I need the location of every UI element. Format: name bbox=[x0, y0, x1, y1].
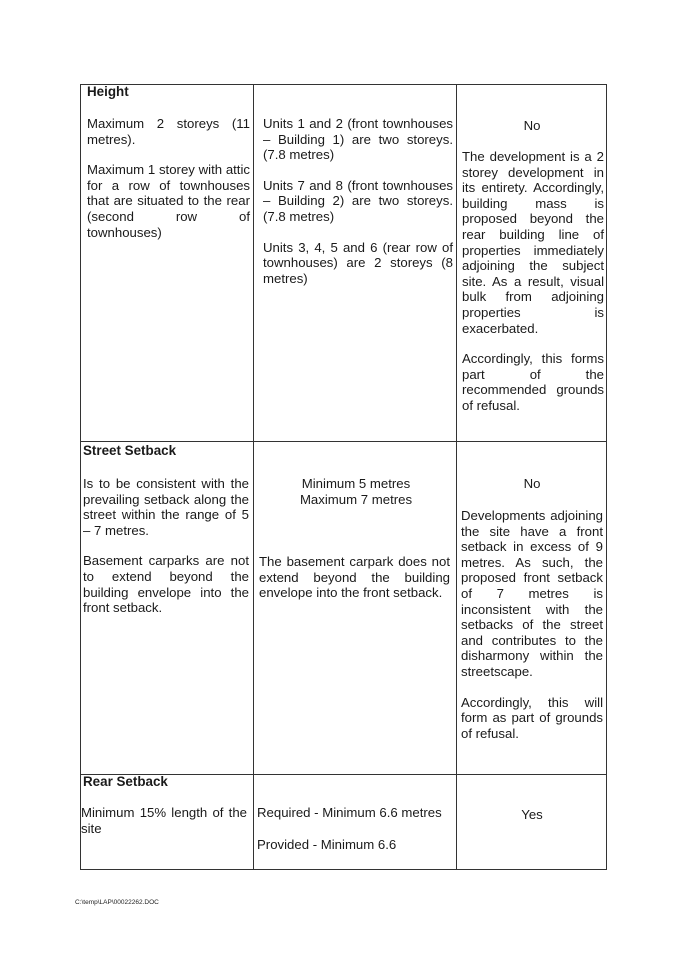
comment-text: Developments adjoining the site have a front setback in excess of 9 metres. As such, the proposed front setback of 7 metres is inconsistent with the setbacks of the street and contributes to the disharmony within the streetscape. bbox=[461, 508, 603, 679]
requirement-cell bbox=[87, 116, 250, 255]
comment-cell bbox=[462, 149, 604, 429]
comment-text: Accordingly, this will form as part of grounds of refusal. bbox=[461, 694, 603, 741]
proposal-range bbox=[258, 476, 454, 507]
proposal-text: Required - Minimum 6.6 metres bbox=[257, 805, 442, 820]
proposal-maximum: Maximum 7 metres bbox=[299, 491, 413, 507]
proposal-cell bbox=[257, 805, 448, 867]
proposal-text: The basement carpark does not extend beyond the building envelope into the front setback. bbox=[259, 554, 450, 601]
requirement-text: Maximum 1 storey with attic for a row of townhouses that are situated to the rear (second row of townhouses) bbox=[87, 162, 250, 240]
proposal-cell bbox=[259, 554, 450, 616]
compliance-value: Yes bbox=[521, 807, 543, 822]
compliance-value: No bbox=[523, 118, 541, 133]
comment-text: Accordingly, this forms part of the recommended grounds of refusal. bbox=[462, 351, 604, 413]
requirement-cell bbox=[83, 476, 249, 631]
section-heading: Height bbox=[87, 84, 129, 99]
proposal-text: Units 1 and 2 (front townhouses – Building 1) are two storeys. (7.8 metres) bbox=[263, 116, 453, 163]
section-heading: Rear Setback bbox=[83, 774, 168, 789]
proposal-minimum: Minimum 5 metres bbox=[301, 476, 411, 491]
table-border-bottom bbox=[80, 869, 607, 870]
proposal-cell bbox=[263, 116, 453, 301]
requirement-text: Maximum 2 storeys (11 metres). bbox=[87, 116, 250, 147]
column-divider bbox=[456, 84, 457, 870]
compliance-value: No bbox=[523, 476, 541, 491]
proposal-text: Units 7 and 8 (front townhouses – Building 2) are two storeys. (7.8 metres) bbox=[263, 177, 453, 224]
proposal-text: Provided - Minimum 6.6 bbox=[257, 836, 397, 852]
comment-cell bbox=[461, 508, 603, 756]
proposal-text: Units 3, 4, 5 and 6 (rear row of townhouses) are 2 storeys (8 metres) bbox=[263, 239, 453, 286]
compliance-table bbox=[80, 84, 607, 870]
requirement-text: Minimum 15% length of the site bbox=[81, 805, 247, 836]
row-divider bbox=[80, 441, 607, 442]
column-divider bbox=[80, 84, 81, 870]
requirement-text: Basement carparks are not to extend beyond the building envelope into the front setback. bbox=[83, 553, 249, 616]
comment-text: The development is a 2 storey development in its entirety. Accordingly, building mass is proposed beyond the rear building line of properties immediately adjoining the subject site. As a result, visual bulk from adjoining properties is exacerbated. bbox=[462, 149, 604, 336]
column-divider bbox=[253, 84, 254, 870]
column-divider bbox=[606, 84, 607, 870]
section-heading: Street Setback bbox=[83, 443, 177, 458]
requirement-text: Is to be consistent with the prevailing setback along the street within the range of 5 – 7 metres. bbox=[83, 476, 249, 538]
file-path-footer: C:\temp\LAP\00022262.DOC bbox=[75, 899, 159, 906]
requirement-cell bbox=[81, 805, 247, 851]
